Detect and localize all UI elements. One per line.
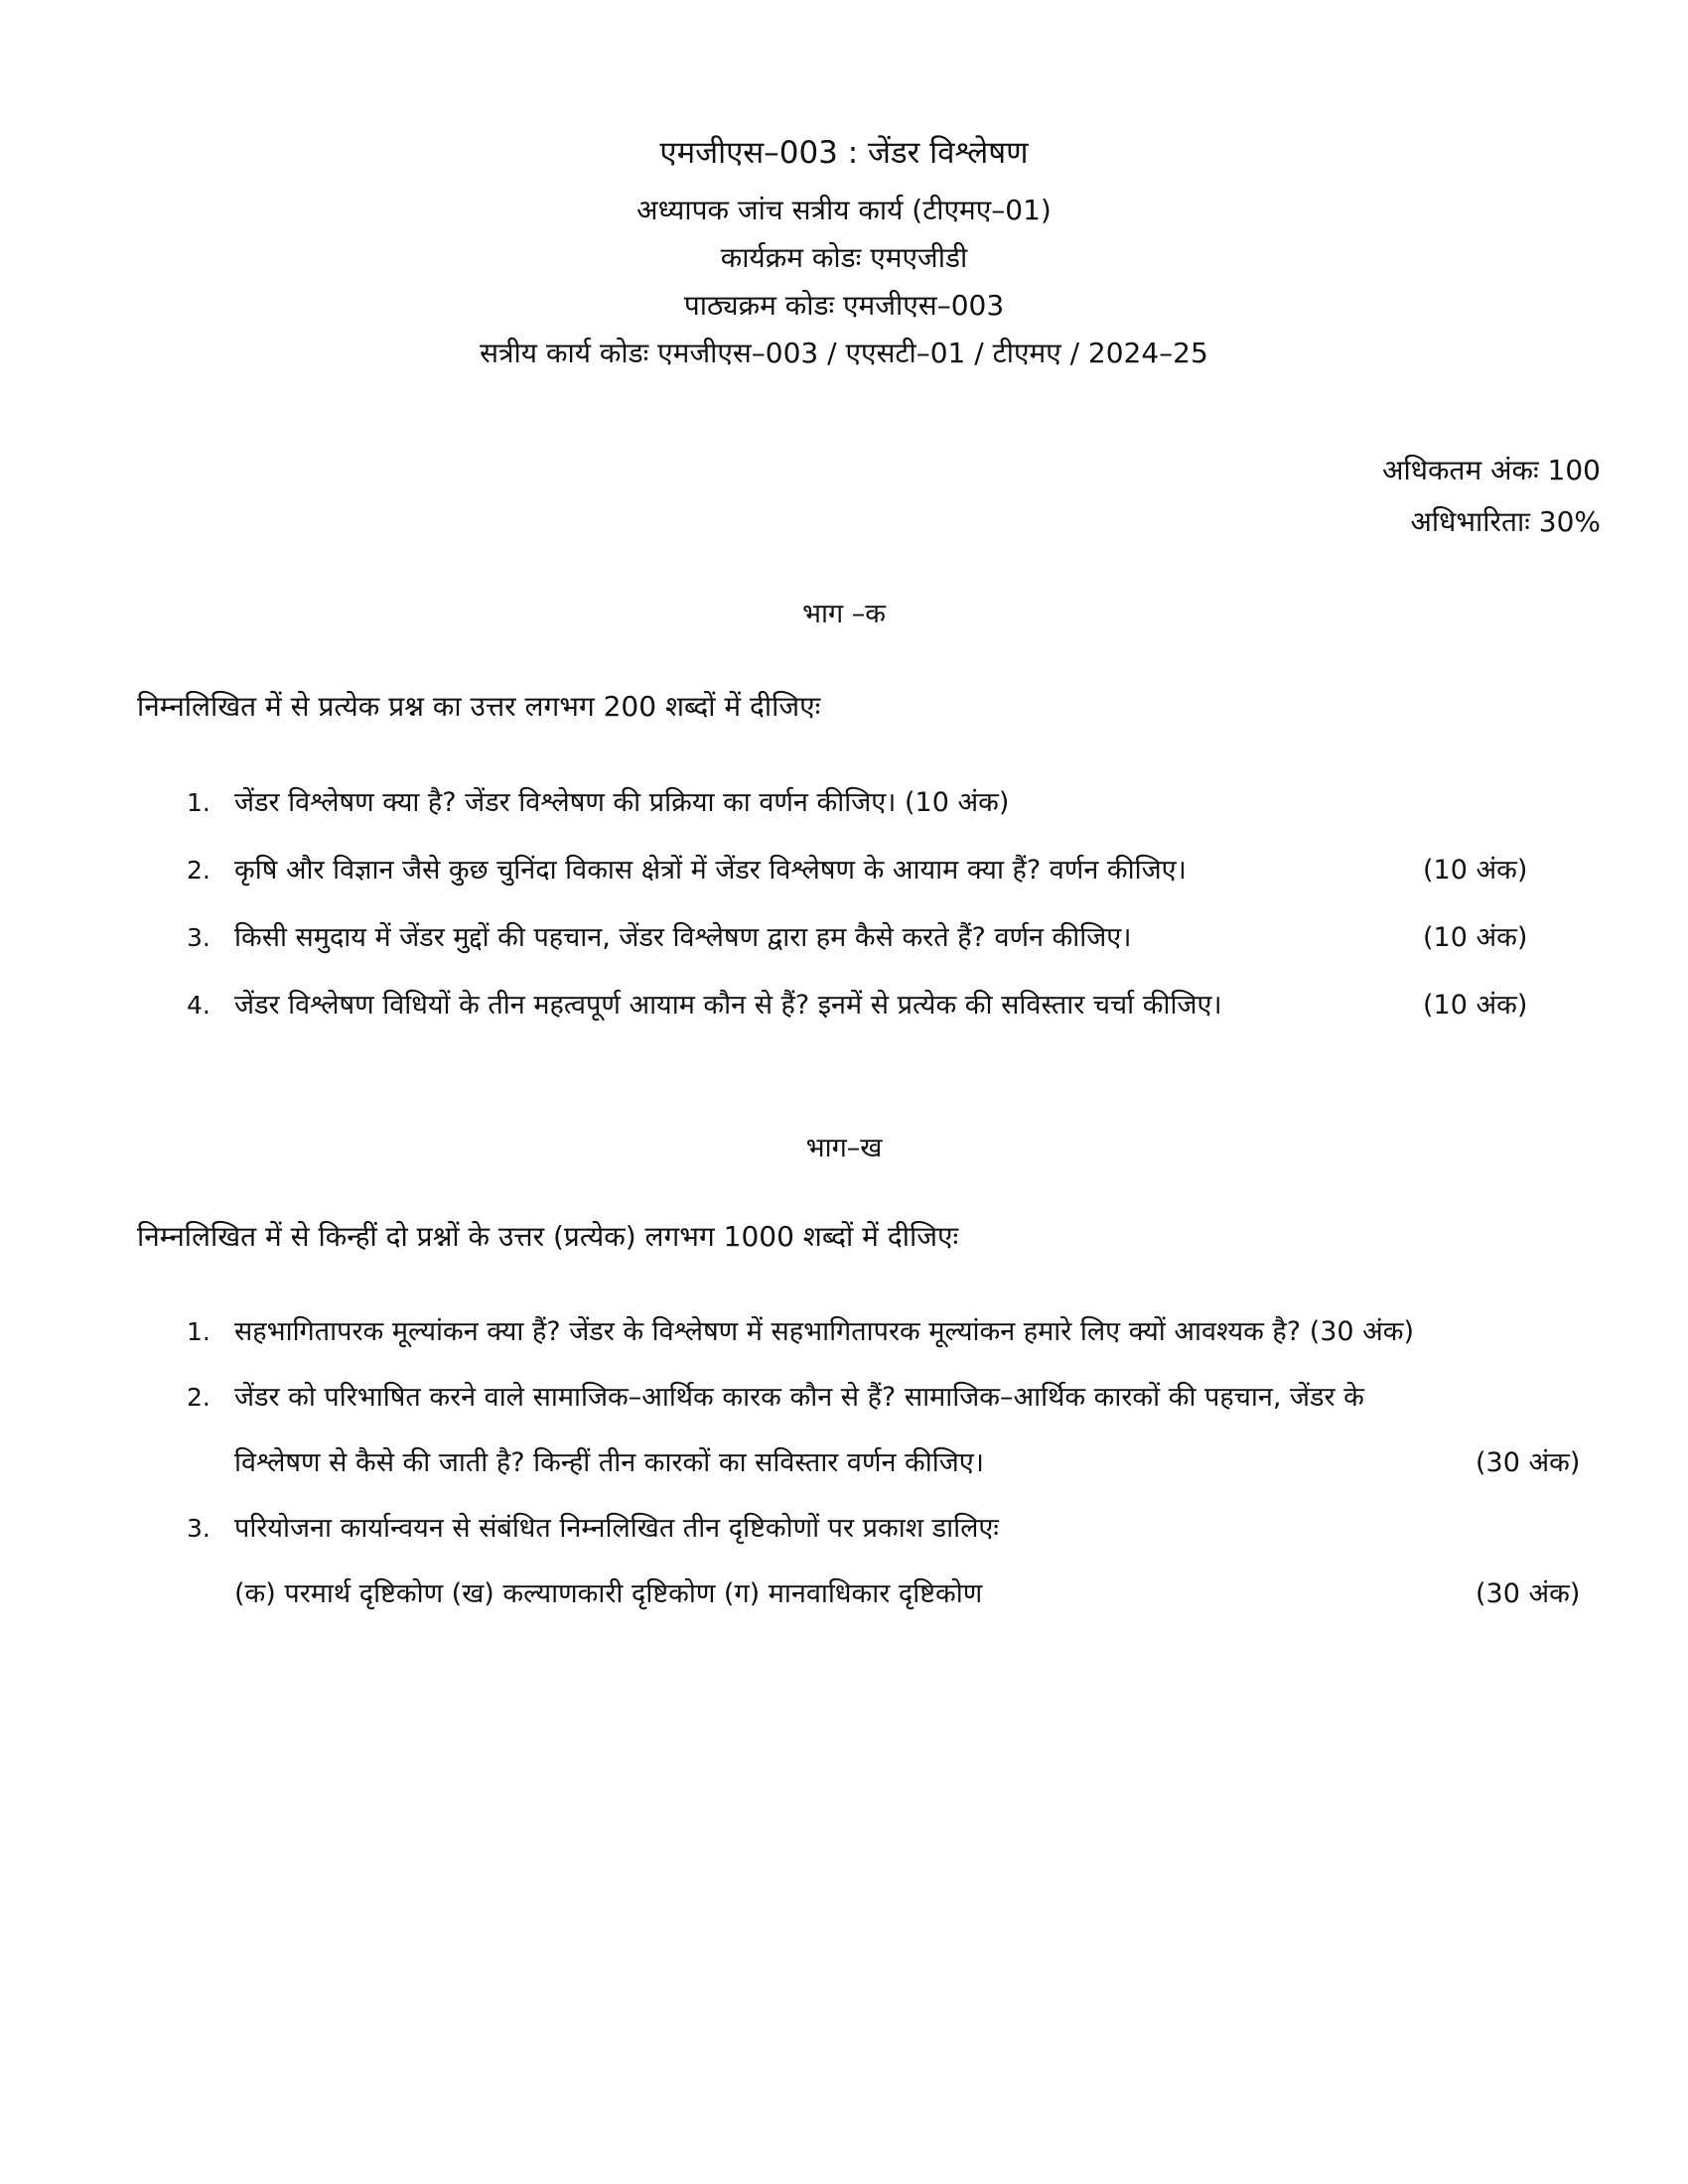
question-marks: (10 अंक) (1423, 990, 1528, 1021)
question-number: 2. (187, 856, 211, 885)
assignment-code: सत्रीय कार्य कोडः एमजीएस–003 / एएसटी–01 / टीएमए / 2024–25 (480, 337, 1208, 369)
question-text-line-2: (क) परमार्थ दृष्टिकोण (ख) कल्याणकारी दृष्टिकोण (ग) मानवाधिकार दृष्टिकोण (234, 1578, 983, 1609)
question-marks: (30 अंक) (1476, 1447, 1581, 1478)
question-marks: (10 अंक) (905, 787, 1010, 818)
question-marks: (30 अंक) (1476, 1578, 1581, 1609)
question-marks: (10 अंक) (1423, 922, 1528, 953)
part-b-instruction: निम्नलिखित में से किन्हीं दो प्रश्नों के उत्तर (प्रत्येक) लगभग 1000 शब्दों में दीजिएः (137, 1220, 959, 1253)
question-number: 2. (187, 1383, 211, 1412)
weightage: अधिभारिताः 30% (1410, 505, 1601, 538)
assignment-type: अध्यापक जांच सत्रीय कार्य (टीएमए–01) (636, 194, 1052, 226)
question-marks: (30 अंक) (1309, 1316, 1415, 1347)
question-text: सहभागितापरक मूल्यांकन क्या हैं? जेंडर के विश्लेषण में सहभागितापरक मूल्यांकन हमारे लिए क्यों आवश्यक है? (30 अंक) (234, 1316, 1415, 1347)
question-number: 3. (187, 1514, 211, 1543)
question-text-line-1: जेंडर को परिभाषित करने वाले सामाजिक–आर्थिक कारक कौन से हैं? सामाजिक–आर्थिक कारकों की पहचान, जेंडर के (234, 1382, 1364, 1413)
document-header (0, 129, 1688, 377)
document-title: एमजीएस–003 : जेंडर विश्लेषण (659, 135, 1029, 171)
max-marks: अधिकतम अंकः 100 (1382, 454, 1601, 486)
question-text: जेंडर विश्लेषण विधियों के तीन महत्वपूर्ण आयाम कौन से हैं? इनमें से प्रत्येक की सविस्तार चर्चा कीजिए। (234, 990, 1222, 1021)
question-text: किसी समुदाय में जेंडर मुद्दों की पहचान, जेंडर विश्लेषण द्वारा हम कैसे करते हैं? वर्णन कीजिए। (234, 922, 1132, 953)
course-code: पाठ्यक्रम कोडः एमजीएस–003 (683, 289, 1005, 322)
part-b-title: भाग–ख (805, 1133, 883, 1163)
question-number: 1. (187, 1317, 211, 1346)
question-text: कृषि और विज्ञान जैसे कुछ चुनिंदा विकास क्षेत्रों में जेंडर विश्लेषण के आयाम क्या हैं? वर्णन कीजिए। (234, 855, 1187, 886)
question-number: 1. (187, 788, 211, 817)
programme-code: कार्यक्रम कोडः एमएजीडी (720, 241, 968, 274)
part-a-instruction: निम्नलिखित में से प्रत्येक प्रश्न का उत्तर लगभग 200 शब्दों में दीजिएः (137, 690, 821, 723)
question-text: जेंडर विश्लेषण क्या है? जेंडर विश्लेषण की प्रक्रिया का वर्णन कीजिए। (10 अंक) (234, 787, 1010, 818)
question-number: 4. (187, 991, 211, 1020)
part-a-title: भाग –क (802, 599, 886, 629)
question-number: 3. (187, 923, 211, 952)
question-text-line-1: परियोजना कार्यान्वयन से संबंधित निम्नलिखित तीन दृष्टिकोणों पर प्रकाश डालिएः (234, 1513, 999, 1544)
question-text-line-2: विश्लेषण से कैसे की जाती है? किन्हीं तीन कारकों का सविस्तार वर्णन कीजिए। (234, 1447, 984, 1478)
marks-info (1382, 445, 1601, 548)
question-marks: (10 अंक) (1423, 855, 1528, 886)
